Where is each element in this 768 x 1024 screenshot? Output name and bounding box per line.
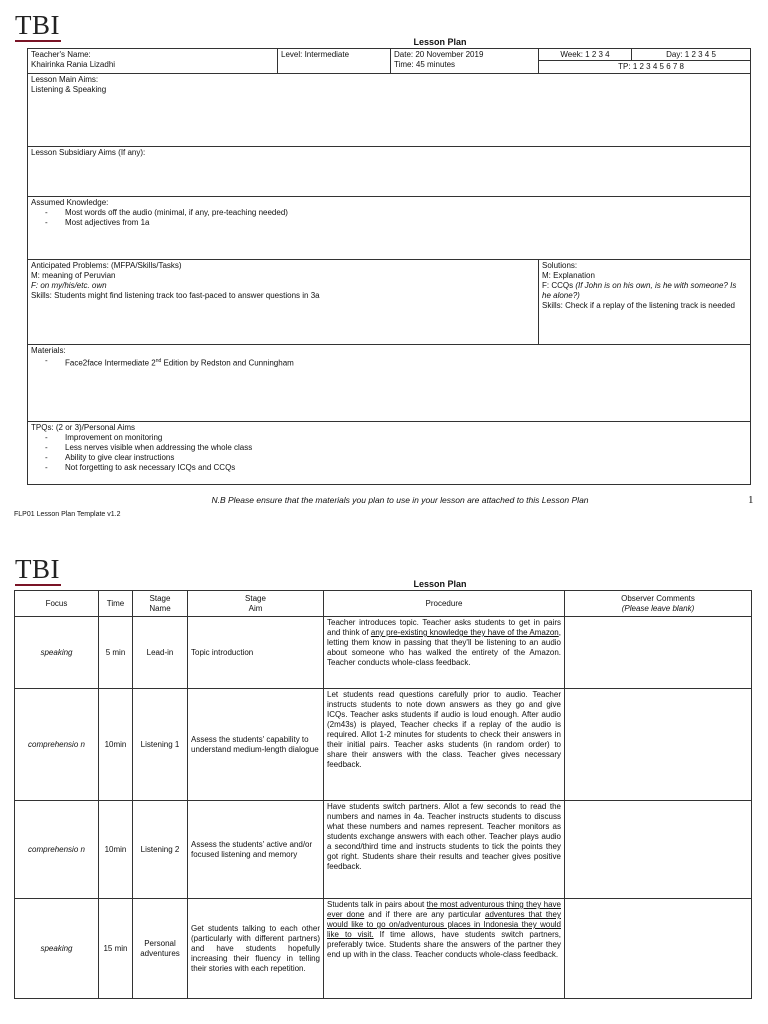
- header-observer-comments: [565, 591, 752, 617]
- level-text: Level: Intermediate: [281, 50, 350, 59]
- solution-form-prefix: F: CCQs: [542, 281, 576, 290]
- logo: TBI: [15, 10, 60, 40]
- list-item: - Less nerves visible when addressing the whole class: [45, 443, 747, 453]
- header-stage-name: [133, 591, 188, 617]
- header-time: Time: [99, 591, 133, 617]
- problem-meaning: M: meaning of Peruvian: [31, 271, 116, 280]
- time-cell: 10min: [99, 801, 133, 899]
- procedure-text: Students talk in pairs about: [327, 900, 427, 909]
- materials-edition: Edition by Redston and Cunningham: [161, 358, 294, 368]
- header-stage-name-2: Name: [149, 603, 171, 613]
- header-focus: Focus: [15, 591, 99, 617]
- stage-aim-cell: Get students talking to each other (particularly with different partners) and have students hopefully increasing their fluency in telling their stories with each repetition.: [188, 899, 324, 999]
- teacher-name-cell: [28, 49, 278, 74]
- week-day-tp-cell: [539, 49, 751, 74]
- table-row: [15, 899, 752, 999]
- date-text: Date: 20 November 2019: [394, 50, 484, 59]
- stage-aim-cell: Topic introduction: [188, 617, 324, 689]
- table-row: [15, 801, 752, 899]
- procedure-cell: [324, 899, 565, 999]
- header-stage-aim: [188, 591, 324, 617]
- main-aims-cell: [28, 74, 751, 147]
- assumed-knowledge-list: [31, 208, 747, 228]
- page-title: Lesson Plan: [413, 37, 467, 47]
- subsidiary-aims-label: Lesson Subsidiary Aims (If any):: [31, 148, 146, 157]
- logo-underline: [15, 40, 61, 42]
- procedure-cell: Have students switch partners. Allot a few seconds to read the numbers and names in 4a. Teacher instructs students to discuss what these numbers and names represent. Teacher monitors as students exchange answers with each other. Teacher plays audio a second/third time and instructs students to tick the points they got right. Students share their results and teacher gives positive feedback.: [324, 801, 565, 899]
- focus-cell: comprehensio n: [15, 801, 99, 899]
- header-stage-aim-1: Stage: [245, 593, 266, 603]
- subsidiary-aims-cell: [28, 147, 751, 197]
- tp-text: TP: 1 2 3 4 5 6 7 8: [618, 62, 684, 71]
- attachment-note: N.B Please ensure that the materials you plan to use in your lesson are attached to this Lesson Plan: [211, 495, 589, 505]
- header-stage-name-1: Stage: [149, 593, 171, 603]
- solution-form-ccq: (If John is on his own, is he with someone? Is he alone?): [542, 281, 737, 300]
- list-item: - Most adjectives from 1a: [45, 218, 747, 228]
- time-cell: 15 min: [99, 899, 133, 999]
- procedure-text: If time allows, have students switch partners, preferably twice. Students share the answers of the partner they end up with in the class. Teacher conducts whole-class feedback.: [327, 930, 561, 959]
- logo: TBI: [15, 554, 60, 584]
- time-cell: 10min: [99, 689, 133, 801]
- procedure-underlined: any pre-existing knowledge they have of the Amazon: [370, 628, 559, 637]
- solutions-cell: [539, 260, 751, 345]
- materials-superscript: nd: [155, 358, 162, 364]
- procedure-text: , letting them know in passing that they'll be listening to an audio about someone who has walked the entirety of the Amazon. Teacher conducts whole-class feedback.: [327, 628, 561, 667]
- header-stage-aim-2: Aim: [248, 603, 263, 613]
- list-item: - Most words off the audio (minimal, if any, pre-teaching needed): [45, 208, 747, 218]
- stage-name-cell: Lead-in: [133, 617, 188, 689]
- tpqs-cell: [28, 422, 751, 485]
- stage-aim-cell: Assess the students' active and/or focused listening and memory: [188, 801, 324, 899]
- problems-label: Anticipated Problems: (MFPA/Skills/Tasks): [31, 261, 182, 270]
- stage-aim-cell: Assess the students' capability to understand medium-length dialogue: [188, 689, 324, 801]
- header-observer-2: (Please leave blank): [621, 603, 695, 613]
- assumed-knowledge-cell: [28, 197, 751, 260]
- stage-name-cell: Listening 1: [133, 689, 188, 801]
- problem-form: F: on my/his/etc. own: [31, 281, 107, 290]
- list-item: [45, 356, 747, 369]
- date-time-cell: [391, 49, 539, 74]
- procedure-text: and if there are any particular: [364, 910, 486, 919]
- template-label: FLP01 Lesson Plan Template v1.2: [14, 511, 121, 518]
- teacher-label: Teacher's Name:: [31, 50, 91, 59]
- materials-title: Face2face Intermediate 2: [65, 358, 156, 368]
- teacher-name: Khairinka Rania Lizadhi: [31, 60, 116, 69]
- observer-cell[interactable]: [565, 689, 752, 801]
- time-cell: 5 min: [99, 617, 133, 689]
- observer-cell[interactable]: [565, 801, 752, 899]
- procedure-cell: Let students read questions carefully prior to audio. Teacher instructs students to note down answers as they go and give ICQs. Teacher asks students if audio is loud enough. After audio (2m43s) is played, Teacher checks if a replay of the audio is required. Allot 1-2 minutes for students to check their answers in their initial pairs. Teacher asks students (in random order) to share their answers with the class. Teacher gives necessary feedback.: [324, 689, 565, 801]
- main-aims-label: Lesson Main Aims:: [31, 75, 99, 84]
- focus-cell: speaking: [15, 617, 99, 689]
- logo-underline: [15, 584, 61, 586]
- tpqs-list: [31, 433, 747, 473]
- stage-name-cell: Listening 2: [133, 801, 188, 899]
- day-text: Day: 1 2 3 4 5: [666, 50, 716, 59]
- list-item: - Ability to give clear instructions: [45, 453, 747, 463]
- procedure-cell: [324, 617, 565, 689]
- solution-skills: Skills: Check if a replay of the listening track is needed: [542, 301, 735, 310]
- procedure-table: [14, 590, 752, 999]
- lesson-plan-header-table: [27, 48, 751, 485]
- procedure-underlined: the most adventurous thing they have ever done: [327, 900, 561, 919]
- level-cell: [278, 49, 391, 74]
- observer-cell[interactable]: [565, 617, 752, 689]
- solution-meaning: M: Explanation: [542, 271, 595, 280]
- focus-cell: speaking: [15, 899, 99, 999]
- page-number: 1: [748, 494, 754, 506]
- procedure-text: Teacher introduces topic. Teacher asks students to get in pairs and think of: [327, 618, 561, 637]
- header-procedure: Procedure: [324, 591, 565, 617]
- focus-cell: comprehensio n: [15, 689, 99, 801]
- main-aims-text: Listening & Speaking: [31, 85, 107, 94]
- materials-label: Materials:: [31, 346, 66, 355]
- assumed-knowledge-label: Assumed Knowledge:: [31, 198, 109, 207]
- problem-skills: Skills: Students might find listening track too fast-paced to answer questions in 3a: [31, 291, 320, 300]
- procedure-underlined: adventures that they would like to go on/adventurous places in Indonesia they would like to visit.: [327, 910, 561, 939]
- list-item: - Not forgetting to ask necessary ICQs and CCQs: [45, 463, 747, 473]
- time-text: Time: 45 minutes: [394, 60, 456, 69]
- table-row: [15, 689, 752, 801]
- list-item: - Improvement on monitoring: [45, 433, 747, 443]
- solutions-label: Solutions:: [542, 261, 578, 270]
- page-title: Lesson Plan: [413, 579, 467, 589]
- week-text: Week: 1 2 3 4: [539, 49, 632, 60]
- materials-cell: [28, 345, 751, 422]
- header-observer-1: Observer Comments: [621, 593, 695, 603]
- observer-cell[interactable]: [565, 899, 752, 999]
- stage-name-cell: Personal adventures: [133, 899, 188, 999]
- solution-form: [542, 281, 747, 301]
- materials-list: [31, 356, 747, 369]
- table-row: [15, 617, 752, 689]
- tpqs-label: TPQs: (2 or 3)/Personal Aims: [31, 423, 136, 432]
- anticipated-problems-cell: [28, 260, 539, 345]
